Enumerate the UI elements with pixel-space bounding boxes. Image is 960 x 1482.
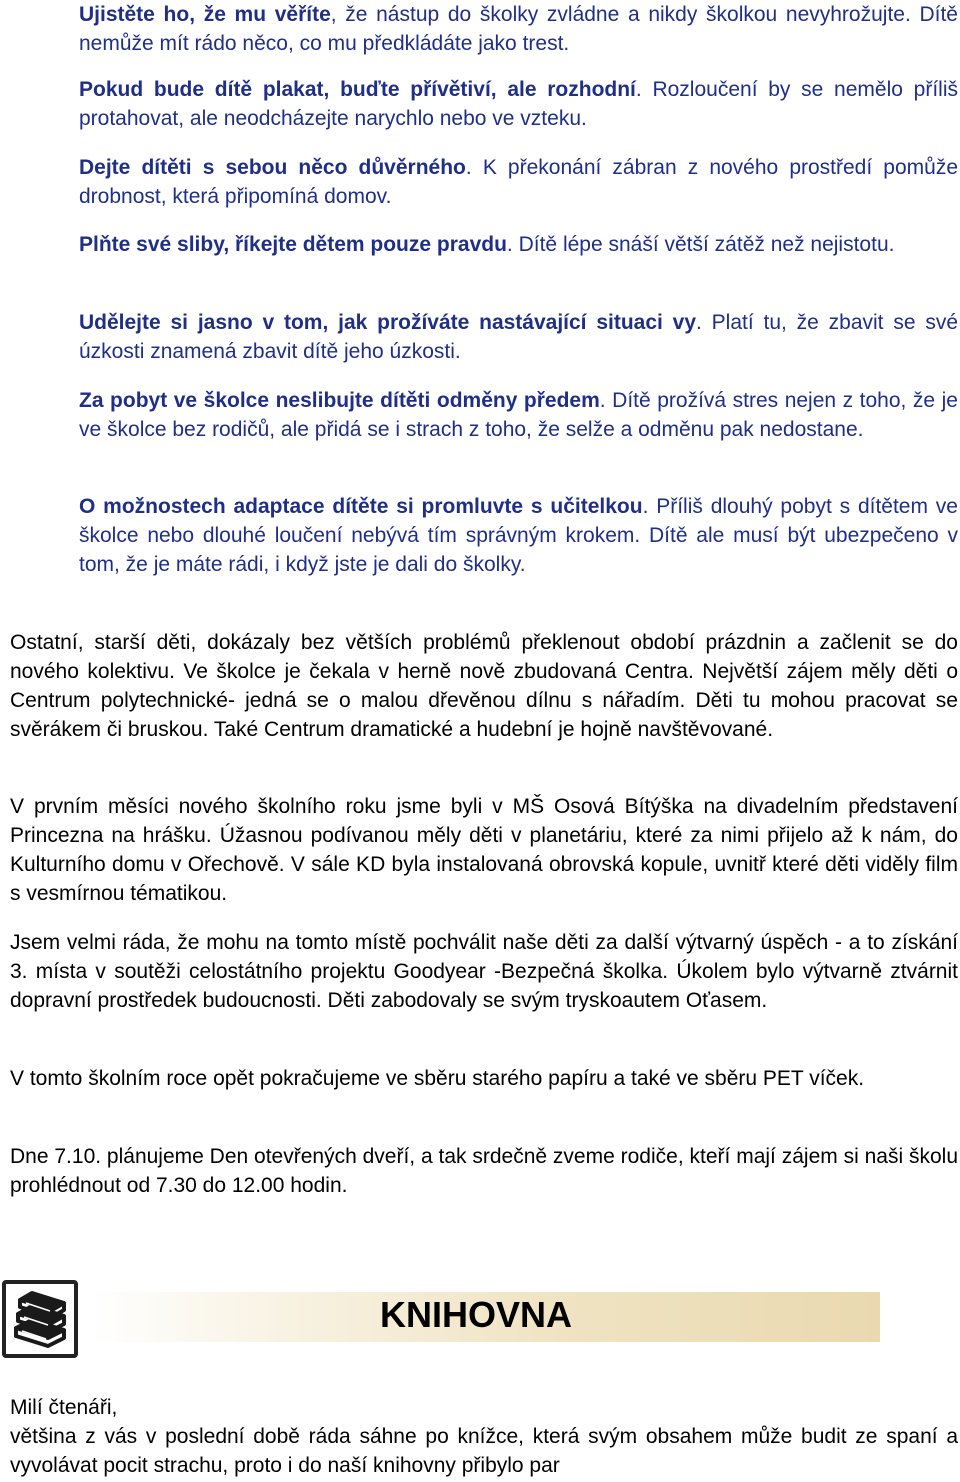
tip-lead: Ujistěte ho, že mu věříte — [79, 3, 331, 26]
tip-lead: Udělejte si jasno v tom, jak prožíváte nastávající situaci vy — [79, 311, 697, 334]
tip-number — [10, 75, 40, 104]
tip-item-9 — [10, 386, 958, 444]
tip-lead: Dejte dítěti s sebou něco důvěrného — [79, 156, 466, 179]
paragraph-sber: V tomto školním roce opět pokračujeme ve sběru starého papíru a také ve sběru PET víček. — [10, 1067, 865, 1090]
tip-lead: O možnostech adaptace dítěte si promluvte s učitelkou — [79, 495, 643, 518]
tip-number — [10, 492, 79, 521]
tip-text: . Platí tu, že zbavit se své úzkosti znamená zbavit dítě jeho úzkosti. — [79, 311, 958, 363]
section-banner — [0, 1280, 960, 1362]
tip-text: . Příliš dlouhý pobyt s dítětem ve školce nebo dlouhé loučení nebývá tím správným krokem. Dítě ale musí být ubezpečeno v tom, že je máte rádi, i když jste je dali do školky. — [79, 495, 958, 576]
tip-text: . Dítě prožívá stres nejen z toho, že je ve školce bez rodičů, ale přidá se i strach z toho, že selže a odměnu pak nedostane. — [79, 389, 958, 441]
library-greeting: Milí čtenáři, — [10, 1396, 118, 1419]
paragraph-divadlo: V prvním měsíci nového školního roku jsme byli v MŠ Osová Bítýška na divadelním představení Princezna na hrášku. Úžasnou podívanou měly děti v planetáriu, které za nimi přijelo až k nám, do Kulturního domu v Ořechově. V sále KD byla instalovaná obrovská kopule, uvnitř které děti viděly film s vesmírnou tématikou. — [10, 795, 958, 905]
paragraph-den-otevrenych-dveri: Dne 7.10. plánujeme Den otevřených dveří, a tak srdečně zveme rodiče, kteří mají zájem si naši školu prohlédnout od 7.30 do 12.00 hodin. — [10, 1145, 958, 1197]
section-title: KNIHOVNA — [380, 1294, 573, 1335]
tip-number — [10, 308, 40, 337]
tip-lead: Pokud bude dítě plakat, buďte přívětiví, ale rozhodní — [79, 78, 636, 101]
paragraph-soutez: Jsem velmi ráda, že mohu na tomto místě pochválit naše děti za další výtvarný úspěch - a to získání 3. místa v soutěži celostátního projektu Goodyear -Bezpečná školka. Úkolem bylo výtvarně ztvárnit dopravní prostředek budoucnosti. Děti zabodovaly se svým tryskoautem Oťasem. — [10, 931, 958, 1012]
tip-lead: Plňte své sliby, říkejte dětem pouze pravdu — [79, 233, 507, 256]
tip-item-8 — [10, 308, 958, 366]
tip-number — [10, 0, 40, 29]
paragraph-centra: Ostatní, starší děti, dokázaly bez větších problémů překlenout období prázdnin a začlenit se do nového kolektivu. Ve školce je čekala v herně nově zbudovaná Centra. Největší zájem měly děti o Centrum polytechnické- jedná se o malou dřevěnou dílnu s nářadím. Děti tu mohou pracovat se svěrákem či bruskou. Také Centrum dramatické a hudební je hojně navštěvované. — [10, 631, 958, 741]
tip-item-7 — [10, 230, 958, 259]
tip-number — [10, 386, 40, 415]
tip-text: . Dítě lépe snáší větší zátěž než nejistotu. — [506, 233, 895, 256]
books-icon — [2, 1280, 78, 1358]
library-paragraph: většina z vás v poslední době ráda sáhne po knížce, která svým obsahem může budit ze spaní a vyvolávat pocit strachu, proto i do naší knihovny přibylo par — [10, 1425, 958, 1477]
tip-item-5 — [10, 75, 958, 133]
tip-text: . K překonání zábran z nového prostředí pomůže drobnost, která připomíná domov. — [79, 156, 958, 208]
tip-item-4 — [10, 0, 958, 58]
tip-text: . Rozloučení by se nemělo příliš protahovat, ale neodcházejte narychlo nebo ve vzteku. — [79, 78, 958, 130]
tip-number — [10, 153, 40, 182]
tip-item-6 — [10, 153, 958, 211]
tip-lead: Za pobyt ve školce neslibujte dítěti odměny předem — [79, 389, 600, 412]
tip-item-10 — [10, 492, 958, 579]
tip-number — [10, 230, 40, 259]
tip-text: , že nástup do školky zvládne a nikdy školkou nevyhrožujte. Dítě nemůže mít rádo něco, co mu předkládáte jako trest. — [79, 3, 958, 55]
